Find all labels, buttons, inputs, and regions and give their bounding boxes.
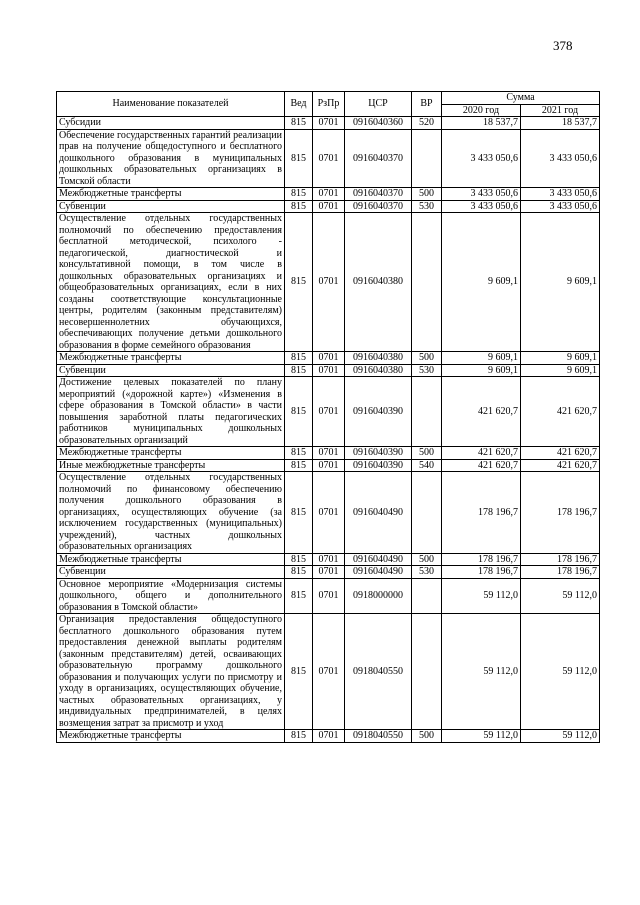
- row-name: Субвенции: [57, 566, 285, 579]
- row-csr: 0916040370: [345, 188, 412, 201]
- row-rzpr: 0701: [313, 566, 345, 579]
- row-ved: 815: [285, 377, 313, 447]
- row-sum-2020: 421 620,7: [442, 377, 521, 447]
- table-row: [57, 188, 600, 201]
- row-csr: 0916040360: [345, 117, 412, 130]
- row-ved: 815: [285, 188, 313, 201]
- row-sum-2021: 59 112,0: [521, 730, 600, 743]
- row-vr: 500: [412, 553, 442, 566]
- row-name: Межбюджетные трансферты: [57, 553, 285, 566]
- row-name: Иные межбюджетные трансферты: [57, 459, 285, 472]
- row-vr: [412, 614, 442, 730]
- row-rzpr: 0701: [313, 614, 345, 730]
- row-name: Субвенции: [57, 364, 285, 377]
- row-csr: 0916040380: [345, 352, 412, 365]
- row-vr: 500: [412, 730, 442, 743]
- row-ved: 815: [285, 472, 313, 554]
- row-sum-2020: 9 609,1: [442, 352, 521, 365]
- header-csr: ЦСР: [345, 92, 412, 117]
- table-row: [57, 578, 600, 614]
- row-name: Субсидии: [57, 117, 285, 130]
- table-row: [57, 213, 600, 352]
- table-row: [57, 472, 600, 554]
- row-sum-2020: 59 112,0: [442, 730, 521, 743]
- table-row: [57, 117, 600, 130]
- row-csr: 0916040370: [345, 129, 412, 188]
- row-sum-2020: 178 196,7: [442, 472, 521, 554]
- row-ved: 815: [285, 352, 313, 365]
- row-csr: 0916040490: [345, 553, 412, 566]
- row-csr: 0916040370: [345, 200, 412, 213]
- row-ved: 815: [285, 213, 313, 352]
- table-row: [57, 553, 600, 566]
- row-sum-2021: 9 609,1: [521, 364, 600, 377]
- header-2020: 2020 год: [442, 104, 521, 117]
- row-vr: [412, 472, 442, 554]
- header-ved: Вед: [285, 92, 313, 117]
- row-vr: 530: [412, 200, 442, 213]
- row-ved: 815: [285, 553, 313, 566]
- row-sum-2021: 59 112,0: [521, 614, 600, 730]
- row-sum-2020: 59 112,0: [442, 578, 521, 614]
- row-sum-2020: 3 433 050,6: [442, 200, 521, 213]
- row-ved: 815: [285, 459, 313, 472]
- row-rzpr: 0701: [313, 472, 345, 554]
- row-name: Межбюджетные трансферты: [57, 730, 285, 743]
- row-sum-2021: 9 609,1: [521, 352, 600, 365]
- row-rzpr: 0701: [313, 553, 345, 566]
- row-ved: 815: [285, 614, 313, 730]
- row-vr: [412, 578, 442, 614]
- row-sum-2021: 3 433 050,6: [521, 188, 600, 201]
- row-sum-2020: 3 433 050,6: [442, 188, 521, 201]
- row-name: Субвенции: [57, 200, 285, 213]
- row-vr: 500: [412, 188, 442, 201]
- row-vr: 500: [412, 447, 442, 460]
- table-row: [57, 364, 600, 377]
- row-name: Достижение целевых показателей по плану мероприятий («дорожной карте») «Изменения в сфере образования в Томской области» в части повышения заработной платы педагогических работников муниципальных дошкольных образовательных организаций: [57, 377, 285, 447]
- row-sum-2020: 18 537,7: [442, 117, 521, 130]
- page-number: 378: [553, 38, 573, 53]
- row-ved: 815: [285, 447, 313, 460]
- row-rzpr: 0701: [313, 213, 345, 352]
- table-row: [57, 129, 600, 188]
- row-vr: [412, 213, 442, 352]
- row-sum-2020: 9 609,1: [442, 364, 521, 377]
- row-name: Обеспечение государственных гарантий реализации прав на получение общедоступного и бесплатного дошкольного образования в муниципальных дошкольных образовательных организациях в Томской области: [57, 129, 285, 188]
- row-sum-2021: 421 620,7: [521, 459, 600, 472]
- row-sum-2020: 421 620,7: [442, 459, 521, 472]
- row-sum-2021: 178 196,7: [521, 472, 600, 554]
- header-sum: Сумма: [442, 92, 600, 105]
- row-vr: 530: [412, 566, 442, 579]
- row-rzpr: 0701: [313, 188, 345, 201]
- row-ved: 815: [285, 578, 313, 614]
- row-sum-2020: 9 609,1: [442, 213, 521, 352]
- row-sum-2020: 421 620,7: [442, 447, 521, 460]
- row-sum-2021: 3 433 050,6: [521, 129, 600, 188]
- table-row: [57, 730, 600, 743]
- table-row: [57, 200, 600, 213]
- row-sum-2020: 59 112,0: [442, 614, 521, 730]
- row-csr: 0916040380: [345, 364, 412, 377]
- table-row: [57, 447, 600, 460]
- row-vr: 540: [412, 459, 442, 472]
- row-sum-2020: 178 196,7: [442, 566, 521, 579]
- row-rzpr: 0701: [313, 578, 345, 614]
- row-ved: 815: [285, 200, 313, 213]
- row-csr: 0916040380: [345, 213, 412, 352]
- row-rzpr: 0701: [313, 459, 345, 472]
- table-row: [57, 566, 600, 579]
- row-ved: 815: [285, 566, 313, 579]
- row-csr: 0916040390: [345, 447, 412, 460]
- row-rzpr: 0701: [313, 200, 345, 213]
- row-sum-2021: 178 196,7: [521, 553, 600, 566]
- header-2021: 2021 год: [521, 104, 600, 117]
- row-sum-2021: 421 620,7: [521, 447, 600, 460]
- row-sum-2021: 59 112,0: [521, 578, 600, 614]
- row-sum-2020: 178 196,7: [442, 553, 521, 566]
- row-name: Основное мероприятие «Модернизация системы дошкольного, общего и дополнительного образования в Томской области»: [57, 578, 285, 614]
- row-csr: 0916040390: [345, 377, 412, 447]
- header-vr: ВР: [412, 92, 442, 117]
- table-row: [57, 614, 600, 730]
- row-vr: 520: [412, 117, 442, 130]
- row-csr: 0916040390: [345, 459, 412, 472]
- row-rzpr: 0701: [313, 117, 345, 130]
- table-row: [57, 459, 600, 472]
- budget-table: [56, 91, 600, 743]
- row-vr: [412, 129, 442, 188]
- row-csr: 0916040490: [345, 566, 412, 579]
- row-rzpr: 0701: [313, 352, 345, 365]
- header-rzpr: РзПр: [313, 92, 345, 117]
- row-vr: [412, 377, 442, 447]
- row-csr: 0916040490: [345, 472, 412, 554]
- row-name: Межбюджетные трансферты: [57, 447, 285, 460]
- row-sum-2021: 3 433 050,6: [521, 200, 600, 213]
- row-sum-2021: 9 609,1: [521, 213, 600, 352]
- row-vr: 530: [412, 364, 442, 377]
- row-name: Осуществление отдельных государственных полномочий по обеспечению предоставления бесплатной методической, психолого - педагогической, диагностической и консультативной помощи, в том числе в дошкольных образовательных организациях и общеобразовательных организациях, если в них созданы соответствующие консультационные центры, родителям (законным представителям) несовершеннолетних обучающихся, обеспечивающих получение детьми дошкольного образования в форме семейного образования: [57, 213, 285, 352]
- row-sum-2020: 3 433 050,6: [442, 129, 521, 188]
- row-sum-2021: 421 620,7: [521, 377, 600, 447]
- row-name: Осуществление отдельных государственных полномочий по финансовому обеспечению получения дошкольного образования в организациях, осуществляющих обучение (за исключением государственных (муниципальных) учреждений), частных дошкольных образовательных организациях: [57, 472, 285, 554]
- row-name: Организация предоставления общедоступного бесплатного дошкольного образования путем предоставления денежной выплаты родителям (законным представителям) детей, осваивающих образовательную программу дошкольного образования и получающих услуги по присмотру и уходу в организациях, осуществляющих обучение, частных образовательных организациях, у индивидуальных предпринимателей, в целях возмещения затрат за присмотр и уход: [57, 614, 285, 730]
- row-rzpr: 0701: [313, 129, 345, 188]
- table-body: [57, 117, 600, 743]
- row-name: Межбюджетные трансферты: [57, 188, 285, 201]
- row-csr: 0918040550: [345, 730, 412, 743]
- row-vr: 500: [412, 352, 442, 365]
- row-ved: 815: [285, 117, 313, 130]
- row-name: Межбюджетные трансферты: [57, 352, 285, 365]
- row-rzpr: 0701: [313, 730, 345, 743]
- row-csr: 0918000000: [345, 578, 412, 614]
- row-rzpr: 0701: [313, 364, 345, 377]
- header-name: Наименование показателей: [57, 92, 285, 117]
- table-row: [57, 377, 600, 447]
- row-csr: 0918040550: [345, 614, 412, 730]
- row-rzpr: 0701: [313, 447, 345, 460]
- row-sum-2021: 18 537,7: [521, 117, 600, 130]
- row-ved: 815: [285, 730, 313, 743]
- row-ved: 815: [285, 364, 313, 377]
- row-sum-2021: 178 196,7: [521, 566, 600, 579]
- row-rzpr: 0701: [313, 377, 345, 447]
- row-ved: 815: [285, 129, 313, 188]
- table-row: [57, 352, 600, 365]
